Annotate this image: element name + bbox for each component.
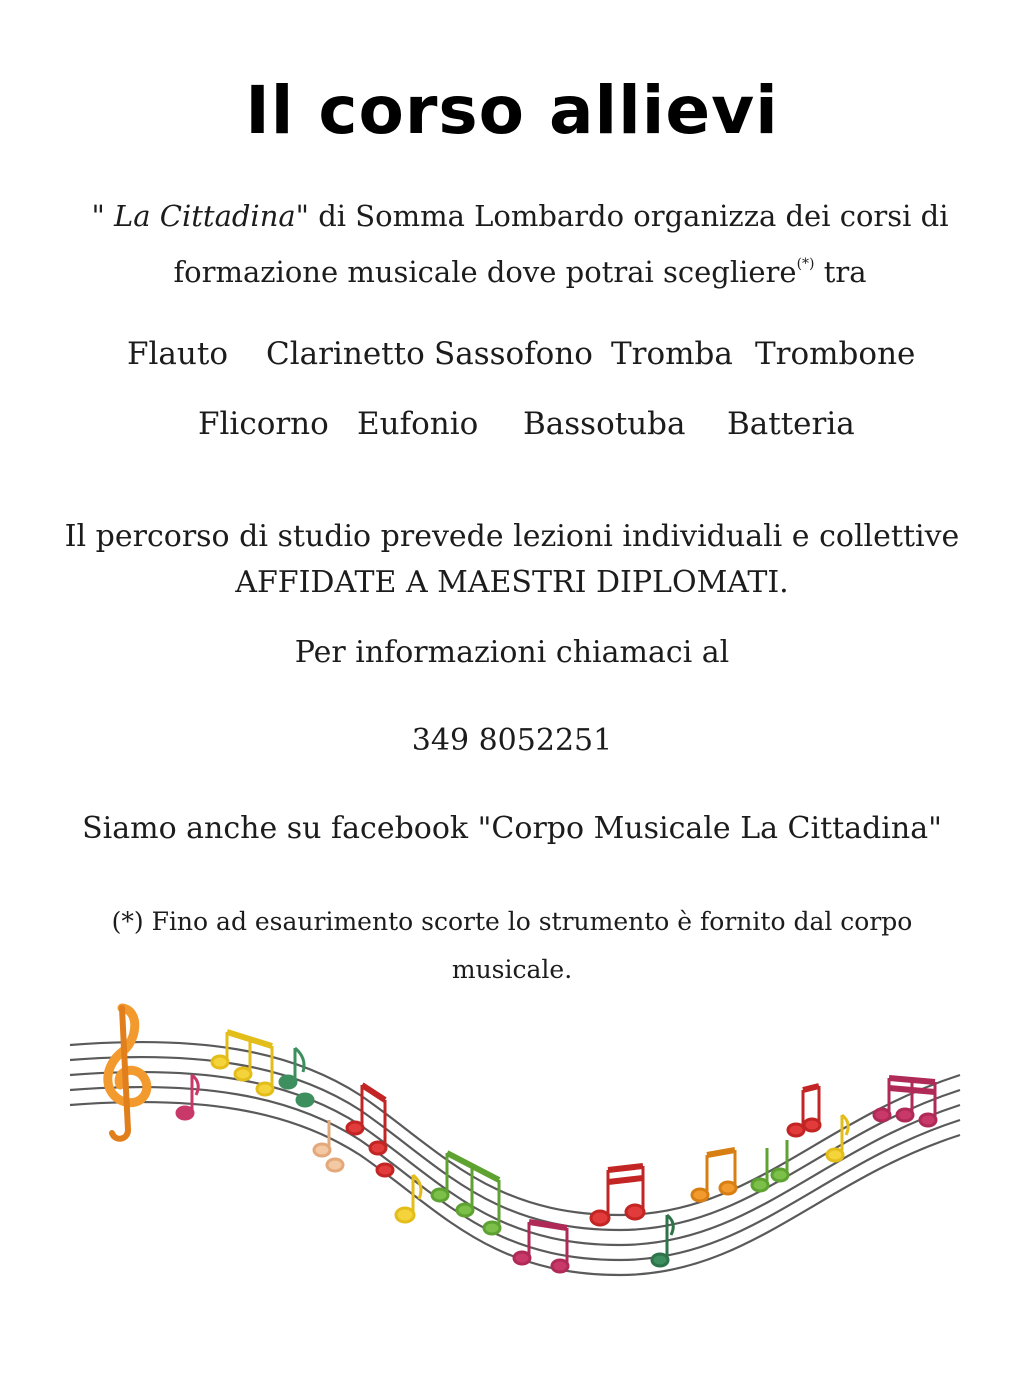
study-line-2: AFFIDATE A MAESTRI DIPLOMATI.	[235, 565, 789, 600]
info-label: Per informazioni chiamaci al	[294, 635, 730, 670]
instrument-item: Tromba	[611, 336, 733, 372]
instrument-item: Clarinetto	[266, 336, 425, 372]
facebook-line: Siamo anche su facebook "Corpo Musicale La Cittadina"	[82, 811, 942, 846]
instrument-item: Bassotuba	[523, 406, 686, 442]
instrument-item: Sassofono	[434, 336, 593, 372]
intro-text: di Somma Lombardo organizza dei corsi di formazione musicale dove potrai scegliere	[173, 199, 949, 289]
music-staff-notes-icon	[60, 990, 970, 1290]
instruments-row-2	[0, 406, 1024, 446]
study-paragraph	[60, 514, 964, 606]
phone-number: 349 8052251	[411, 723, 613, 758]
instrument-item: Flauto	[127, 336, 228, 372]
intro-paragraph	[90, 188, 950, 300]
intro-text-end: tra	[814, 255, 867, 289]
footnote: (*) Fino ad esaurimento scorte lo strumento è fornito dal corpo musicale.	[111, 907, 913, 984]
footnote-mark: (*)	[796, 256, 815, 272]
study-line-1: Il percorso di studio prevede lezioni individuali e collettive	[64, 519, 960, 554]
instrument-item: Flicorno	[198, 406, 329, 442]
instrument-item: Eufonio	[357, 406, 479, 442]
page-title: Il corso allievi	[245, 72, 779, 149]
instrument-item: Trombone	[755, 336, 916, 372]
instruments-row-1	[0, 336, 1024, 376]
instrument-item: Batteria	[727, 406, 855, 442]
band-name: " La Cittadina"	[91, 199, 310, 233]
